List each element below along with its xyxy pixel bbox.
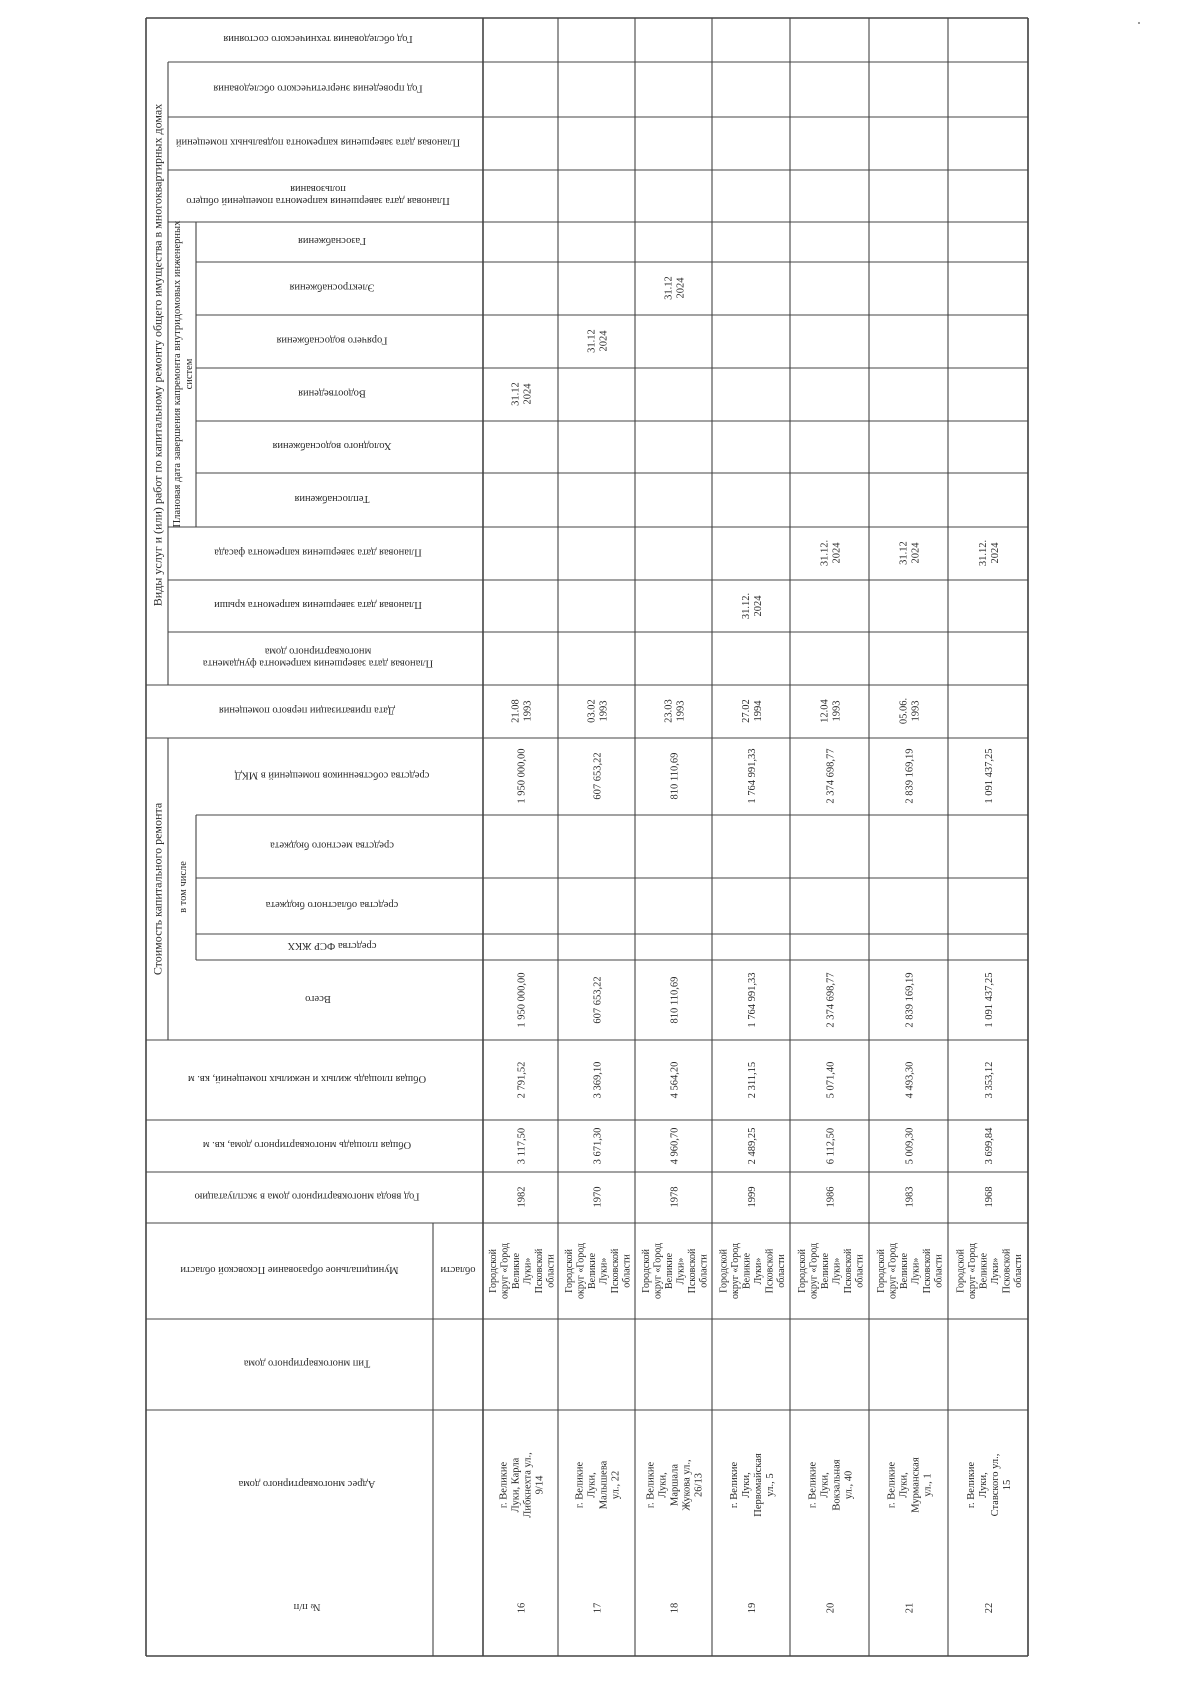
header-total-area: Общая площадь многоквартирного дома, кв. м — [202, 1139, 412, 1150]
header-foundation: Плановая дата завершения капремонта фундаментамногоквартирного дома — [202, 645, 434, 669]
row-number: 21 — [904, 1602, 916, 1614]
row-sewerage-date: 31.122024 — [510, 382, 534, 406]
row-address: г. ВеликиеЛуки, КарлаЛибкнехта ул.,9/14 — [498, 1452, 546, 1518]
header-region-label: области — [440, 1264, 476, 1275]
row-total-area: 4 960,70 — [669, 1127, 681, 1165]
row-fund-owners: 2 839 169,19 — [904, 748, 916, 804]
header-cost-group: Стоимость капитального ремонта — [150, 802, 165, 976]
header-year-built: Год ввода многоквартирного дома в эксплуатацию — [194, 1190, 420, 1202]
row-year-built: 1999 — [747, 1186, 759, 1208]
row-privatization-date: 27.021994 — [741, 699, 765, 723]
row-electricity-date: 31.122024 — [663, 276, 687, 300]
row-year-built: 1970 — [592, 1186, 604, 1208]
row-living-area: 4 564,20 — [669, 1061, 681, 1099]
row-municipality: Городскойокруг «ГородВеликиеЛуки»Псковскойобласти — [487, 1242, 557, 1300]
row-privatization-date: 05.06.1993 — [898, 697, 922, 725]
row-cost-total: 1 950 000,00 — [516, 972, 528, 1028]
row-roof-date: 31.12.2024 — [741, 592, 765, 620]
row-living-area: 2 791,52 — [516, 1061, 528, 1099]
row-privatization-date: 23.031993 — [663, 699, 687, 723]
row-municipality: Городскойокруг «ГородВеликиеЛуки»Псковскойобласти — [796, 1242, 866, 1300]
header-cold-water: Холодного водоснабжения — [272, 440, 392, 451]
row-municipality: Городскойокруг «ГородВеликиеЛуки»Псковскойобласти — [955, 1242, 1024, 1300]
row-privatization-date: 03.021993 — [586, 699, 610, 723]
row-number: 18 — [669, 1602, 681, 1614]
row-living-area: 3 369,10 — [592, 1061, 604, 1099]
header-municipality: Муниципальное образование Псковской области — [180, 1264, 399, 1275]
scan-speck — [1138, 22, 1140, 24]
header-sewerage: Водоотведения — [298, 387, 366, 399]
header-year-tech: Год обследования технического состояния — [223, 33, 413, 44]
row-cost-total: 1 764 991,33 — [747, 972, 759, 1028]
header-living-area: Общая площадь жилых и нежилых помещений, кв. м — [187, 1073, 427, 1084]
row-year-built: 1986 — [825, 1186, 837, 1208]
row-facade-date: 31.122024 — [898, 541, 922, 565]
row-cost-total: 2 839 169,19 — [904, 972, 916, 1028]
header-cost-total: Всего — [305, 993, 331, 1004]
row-address: г. ВеликиеЛуки,Первомайскаяул., 5 — [729, 1453, 777, 1517]
row-facade-date: 31.12.2024 — [819, 539, 843, 567]
row-year-built: 1978 — [669, 1186, 681, 1208]
header-house-type: Тип многоквартирного дома — [243, 1357, 371, 1369]
row-year-built: 1983 — [904, 1186, 916, 1208]
row-municipality: Городскойокруг «ГородВеликиеЛуки»Псковскойобласти — [875, 1242, 945, 1300]
row-year-built: 1968 — [984, 1186, 996, 1208]
row-total-area: 2 489,25 — [747, 1127, 759, 1165]
header-works-group: Виды услуг и (или) работ по капитальному ремонту общего имущества в многоквартирных домах — [150, 103, 165, 607]
row-municipality: Городскойокруг «ГородВеликиеЛуки»Псковскойобласти — [640, 1242, 710, 1300]
row-number: 16 — [516, 1602, 528, 1614]
header-year-energy: Год проведения энергетического обследования — [213, 82, 423, 94]
header-fund-local: средства местного бюджета — [270, 839, 394, 851]
row-total-area: 3 671,30 — [592, 1127, 604, 1165]
row-fund-owners: 1 764 991,33 — [747, 748, 759, 804]
header-address: Адрес многоквартирного дома — [238, 1478, 376, 1489]
row-number: 22 — [984, 1602, 996, 1614]
header-electricity: Электроснабжения — [289, 281, 375, 293]
header-premises: Плановая дата завершения капремонта помещений общегопользования — [186, 183, 450, 206]
row-facade-date: 31.12.2024 — [978, 539, 1002, 567]
row-living-area: 2 311,15 — [747, 1061, 759, 1099]
row-year-built: 1982 — [516, 1186, 528, 1208]
row-municipality: Городскойокруг «ГородВеликиеЛуки»Псковскойобласти — [718, 1242, 787, 1300]
header-fund-regional: средства областного бюджета — [265, 899, 399, 910]
header-hot-water: Горячего водоснабжения — [276, 334, 388, 346]
row-total-area: 6 112,50 — [825, 1127, 837, 1165]
row-total-area: 3 117,50 — [516, 1127, 528, 1165]
header-fund-fsr: средства ФСР ЖКХ — [287, 940, 377, 951]
row-fund-owners: 1 091 437,25 — [984, 748, 996, 804]
row-fund-owners: 810 110,69 — [669, 752, 681, 800]
header-cost-including: в том числе — [178, 861, 190, 913]
row-fund-owners: 2 374 698,77 — [825, 748, 837, 804]
row-total-area: 5 009,30 — [904, 1127, 916, 1165]
row-fund-owners: 1 950 000,00 — [516, 748, 528, 804]
header-roof: Плановая дата завершения капремонта крыши — [214, 599, 422, 610]
row-address: г. ВеликиеЛуки,Ставского ул.,15 — [966, 1453, 1014, 1517]
row-living-area: 4 493,30 — [904, 1061, 916, 1099]
row-cost-total: 810 110,69 — [669, 976, 681, 1024]
header-engineering-group: Плановая дата завершения капремонта внутридомовых инженерныхсистем — [172, 220, 196, 528]
row-cost-total: 2 374 698,77 — [825, 972, 837, 1028]
row-cost-total: 607 653,22 — [592, 976, 604, 1024]
header-privatization: Дата приватизации первого помещения — [218, 704, 396, 716]
row-number: 19 — [747, 1602, 759, 1614]
header-gas: Газоснабжения — [298, 235, 366, 246]
row-hot-water-date: 31.122024 — [586, 329, 610, 353]
header-fund-owners: средства собственников помещений в МКД — [234, 769, 430, 781]
row-privatization-date: 21.081993 — [510, 699, 534, 723]
row-address: г. ВеликиеЛуки,Малышеваул., 22 — [574, 1460, 622, 1510]
row-address: г. ВеликиеЛуки,МаршалаЖукова ул.,26/13 — [645, 1459, 705, 1511]
row-living-area: 3 353,12 — [984, 1061, 996, 1099]
header-basement: Плановая дата завершения капремонта подвальных помещений — [175, 136, 461, 148]
row-cost-total: 1 091 437,25 — [984, 972, 996, 1028]
row-living-area: 5 071,40 — [825, 1061, 837, 1099]
row-privatization-date: 12.041993 — [819, 699, 843, 723]
row-address: г. ВеликиеЛуки,Вокзальнаяул., 40 — [807, 1459, 855, 1511]
row-municipality: Городскойокруг «ГородВеликиеЛуки»Псковскойобласти — [563, 1242, 633, 1300]
row-total-area: 3 699,84 — [984, 1127, 996, 1165]
row-number: 20 — [825, 1602, 837, 1614]
header-num: № п/п — [293, 1601, 321, 1612]
row-fund-owners: 607 653,22 — [592, 752, 604, 800]
header-facade: Плановая дата завершения капремонта фасада — [214, 546, 422, 558]
header-heating: Теплоснабжения — [294, 493, 370, 504]
row-number: 17 — [592, 1602, 604, 1614]
row-address: г. ВеликиеЛуки,Мурманскаяул., 1 — [886, 1457, 934, 1513]
